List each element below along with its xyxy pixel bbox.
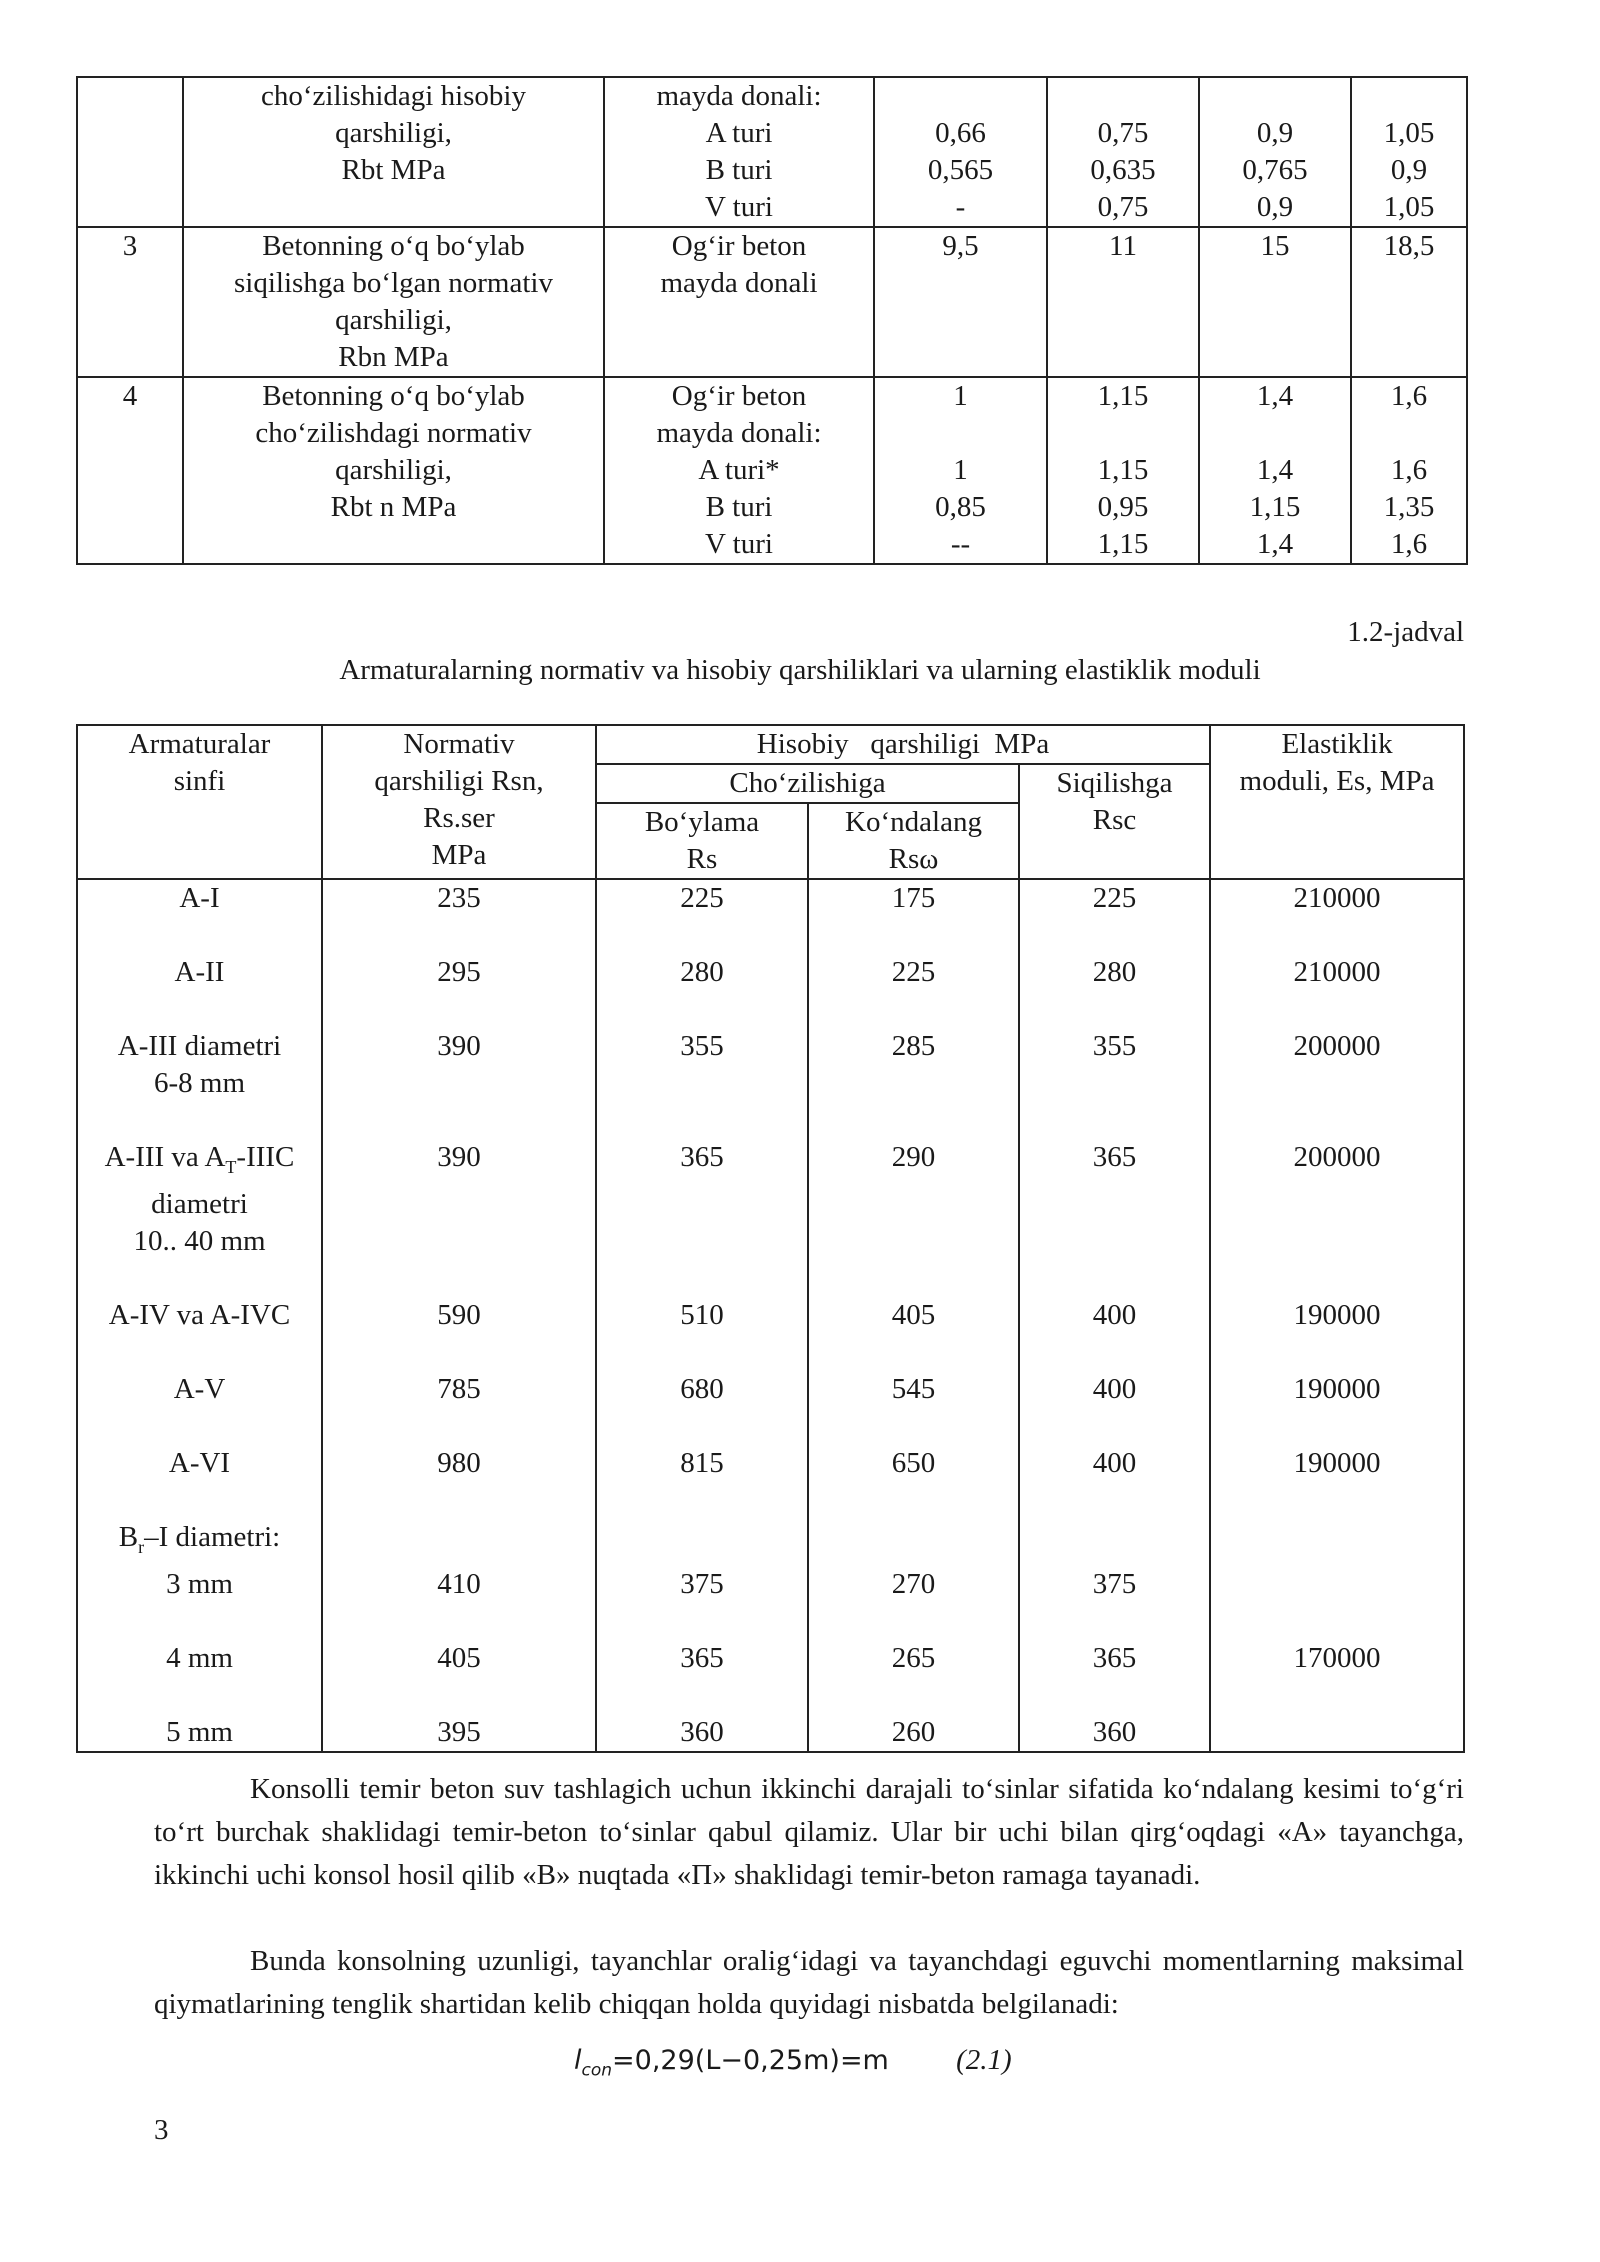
transverse-resistance (808, 1519, 1019, 1566)
normative-resistance: 785 (322, 1371, 596, 1445)
longitudinal-resistance: 680 (596, 1371, 808, 1445)
table-row (77, 1445, 1464, 1519)
transverse-resistance: 175 (808, 879, 1019, 954)
compression-resistance (1019, 1519, 1210, 1566)
value-cell: 1 1 0,85 -- (874, 377, 1047, 564)
normative-resistance: 390 (322, 1028, 596, 1139)
table-row (77, 879, 1464, 954)
compression-resistance: 280 (1019, 954, 1210, 1028)
table-number: 1.2-jadval (1347, 616, 1464, 648)
row-description: cho‘zilishidagi hisobiy qarshiligi, Rbt MPa (183, 77, 604, 227)
page-number: 3 (154, 2114, 169, 2146)
table-row (77, 377, 1467, 564)
header-modulus: Elastiklik moduli, Es, MPa (1210, 725, 1464, 879)
value-cell: 0,75 0,635 0,75 (1047, 77, 1199, 227)
row-concrete-type: Og‘ir beton mayda donali: A turi* B turi V turi (604, 377, 874, 564)
longitudinal-resistance (596, 1519, 808, 1566)
formula-rhs: =0,29(L−0,25m)=m (612, 2045, 889, 2076)
compression-resistance: 400 (1019, 1371, 1210, 1445)
elastic-modulus (1210, 1566, 1464, 1640)
longitudinal-resistance: 510 (596, 1297, 808, 1371)
elastic-modulus: 190000 (1210, 1371, 1464, 1445)
table-title: Armaturalarning normativ va hisobiy qarshiliklari va ularning elastiklik moduli (339, 654, 1261, 686)
normative-resistance: 405 (322, 1640, 596, 1714)
compression-resistance: 225 (1019, 879, 1210, 954)
formula-lhs-sub: con (581, 2060, 613, 2081)
normative-resistance: 390 (322, 1139, 596, 1297)
value-cell: 0,66 0,565 - (874, 77, 1047, 227)
concrete-resistance-table (76, 76, 1468, 565)
elastic-modulus: 210000 (1210, 954, 1464, 1028)
header-class: Armaturalar sinfi (77, 725, 322, 879)
transverse-resistance: 270 (808, 1566, 1019, 1640)
value-cell: 1,4 1,4 1,15 1,4 (1199, 377, 1351, 564)
compression-resistance: 365 (1019, 1640, 1210, 1714)
normative-resistance: 395 (322, 1714, 596, 1752)
normative-resistance: 295 (322, 954, 596, 1028)
paragraph-1: Konsolli temir beton suv tashlagich uchun ikkinchi darajali to‘sinlar sifatida ko‘ndalang kesimi to‘g‘ri to‘rt burchak shaklidagi temir-beton to‘sinlar qabul qilamiz. Ular bir uchi bilan qirg‘oqdagi «A» tayanchga, ikkinchi uchi konsol hosil qilib «B» nuqtada «П» shaklidagi temir-beton ramaga tayanadi. (154, 1773, 1464, 1891)
longitudinal-resistance: 355 (596, 1028, 808, 1139)
header-tension: Cho‘zilishiga (596, 764, 1019, 803)
table-row (77, 227, 1467, 377)
reinforcement-class: 4 mm (77, 1640, 322, 1714)
header-normative: Normativ qarshiligi Rsn, Rs.ser MPa (322, 725, 596, 879)
longitudinal-resistance: 360 (596, 1714, 808, 1752)
row-number (77, 77, 183, 227)
table-row (77, 77, 1467, 227)
paragraph-2: Bunda konsolning uzunligi, tayanchlar oralig‘idagi va tayanchdagi eguvchi momentlarning maksimal qiymatlarining tenglik shartidan kelib chiqqan holda quyidagi nisbatda belgilanadi: (154, 1945, 1464, 2020)
row-number: 4 (77, 377, 183, 564)
compression-resistance: 355 (1019, 1028, 1210, 1139)
value-cell: 1,15 1,15 0,95 1,15 (1047, 377, 1199, 564)
reinforcement-class: 5 mm (77, 1714, 322, 1752)
value-cell: 15 (1199, 227, 1351, 377)
header-design-resistance: Hisobiy qarshiligi MPa (596, 725, 1210, 764)
row-description: Betonning o‘q bo‘ylab siqilishga bo‘lgan normativ qarshiligi, Rbn MPa (183, 227, 604, 377)
value-cell: 1,05 0,9 1,05 (1351, 77, 1467, 227)
reinforcement-class: $B_r-I$ diametri: (77, 1519, 322, 1566)
reinforcement-class: A-IV va A-IVC (77, 1297, 322, 1371)
elastic-modulus: 200000 (1210, 1028, 1464, 1139)
header-compression: Siqilishga Rsc (1019, 764, 1210, 879)
longitudinal-resistance: 375 (596, 1566, 808, 1640)
longitudinal-resistance: 280 (596, 954, 808, 1028)
normative-resistance: 980 (322, 1445, 596, 1519)
longitudinal-resistance: 225 (596, 879, 808, 954)
reinforcement-class: A-II (77, 954, 322, 1028)
row-concrete-type: Og‘ir beton mayda donali (604, 227, 874, 377)
compression-resistance: 400 (1019, 1297, 1210, 1371)
reinforcement-class: A-V (77, 1371, 322, 1445)
transverse-resistance: 265 (808, 1640, 1019, 1714)
longitudinal-resistance: 365 (596, 1640, 808, 1714)
reinforcement-class: A-III diametri 6-8 mm (77, 1028, 322, 1139)
table-row (77, 1139, 1464, 1297)
compression-resistance: 360 (1019, 1714, 1210, 1752)
elastic-modulus: 190000 (1210, 1445, 1464, 1519)
value-cell: 18,5 (1351, 227, 1467, 377)
header-longitudinal: Bo‘ylama Rs (596, 803, 808, 879)
table-row (77, 1714, 1464, 1752)
compression-resistance: 375 (1019, 1566, 1210, 1640)
table-row (77, 1519, 1464, 1566)
normative-resistance: 410 (322, 1566, 596, 1640)
transverse-resistance: 545 (808, 1371, 1019, 1445)
transverse-resistance: 260 (808, 1714, 1019, 1752)
row-number: 3 (77, 227, 183, 377)
reinforcement-class: 3 mm (77, 1566, 322, 1640)
transverse-resistance: 290 (808, 1139, 1019, 1297)
normative-resistance: 590 (322, 1297, 596, 1371)
compression-resistance: 365 (1019, 1139, 1210, 1297)
reinforcement-class: A-I (77, 879, 322, 954)
table-row (77, 1297, 1464, 1371)
normative-resistance: 235 (322, 879, 596, 954)
reinforcement-table (76, 724, 1465, 1753)
table-row (77, 1371, 1464, 1445)
header-transverse: Ko‘ndalang Rsω (808, 803, 1019, 879)
table-row (77, 1028, 1464, 1139)
formula-lhs: l (574, 2045, 582, 2076)
row-concrete-type: mayda donali: A turi B turi V turi (604, 77, 874, 227)
transverse-resistance: 405 (808, 1297, 1019, 1371)
elastic-modulus: 190000 (1210, 1297, 1464, 1371)
longitudinal-resistance: 365 (596, 1139, 808, 1297)
table-row (77, 954, 1464, 1028)
transverse-resistance: 225 (808, 954, 1019, 1028)
reinforcement-class: A-III va $A_T$-IIIC diametri 10.. 40 mm (77, 1139, 322, 1297)
elastic-modulus: 170000 (1210, 1640, 1464, 1714)
elastic-modulus (1210, 1519, 1464, 1566)
normative-resistance (322, 1519, 596, 1566)
formula-2-1 (574, 2040, 1012, 2090)
table-row (77, 1566, 1464, 1640)
elastic-modulus (1210, 1714, 1464, 1752)
elastic-modulus: 210000 (1210, 879, 1464, 954)
compression-resistance: 400 (1019, 1445, 1210, 1519)
value-cell: 11 (1047, 227, 1199, 377)
value-cell: 1,6 1,6 1,35 1,6 (1351, 377, 1467, 564)
formula-number: (2.1) (956, 2044, 1012, 2076)
value-cell: 9,5 (874, 227, 1047, 377)
elastic-modulus: 200000 (1210, 1139, 1464, 1297)
reinforcement-class: A-VI (77, 1445, 322, 1519)
transverse-resistance: 650 (808, 1445, 1019, 1519)
longitudinal-resistance: 815 (596, 1445, 808, 1519)
value-cell: 0,9 0,765 0,9 (1199, 77, 1351, 227)
table-row (77, 1640, 1464, 1714)
transverse-resistance: 285 (808, 1028, 1019, 1139)
row-description: Betonning o‘q bo‘ylab cho‘zilishdagi normativ qarshiligi, Rbt n MPa (183, 377, 604, 564)
